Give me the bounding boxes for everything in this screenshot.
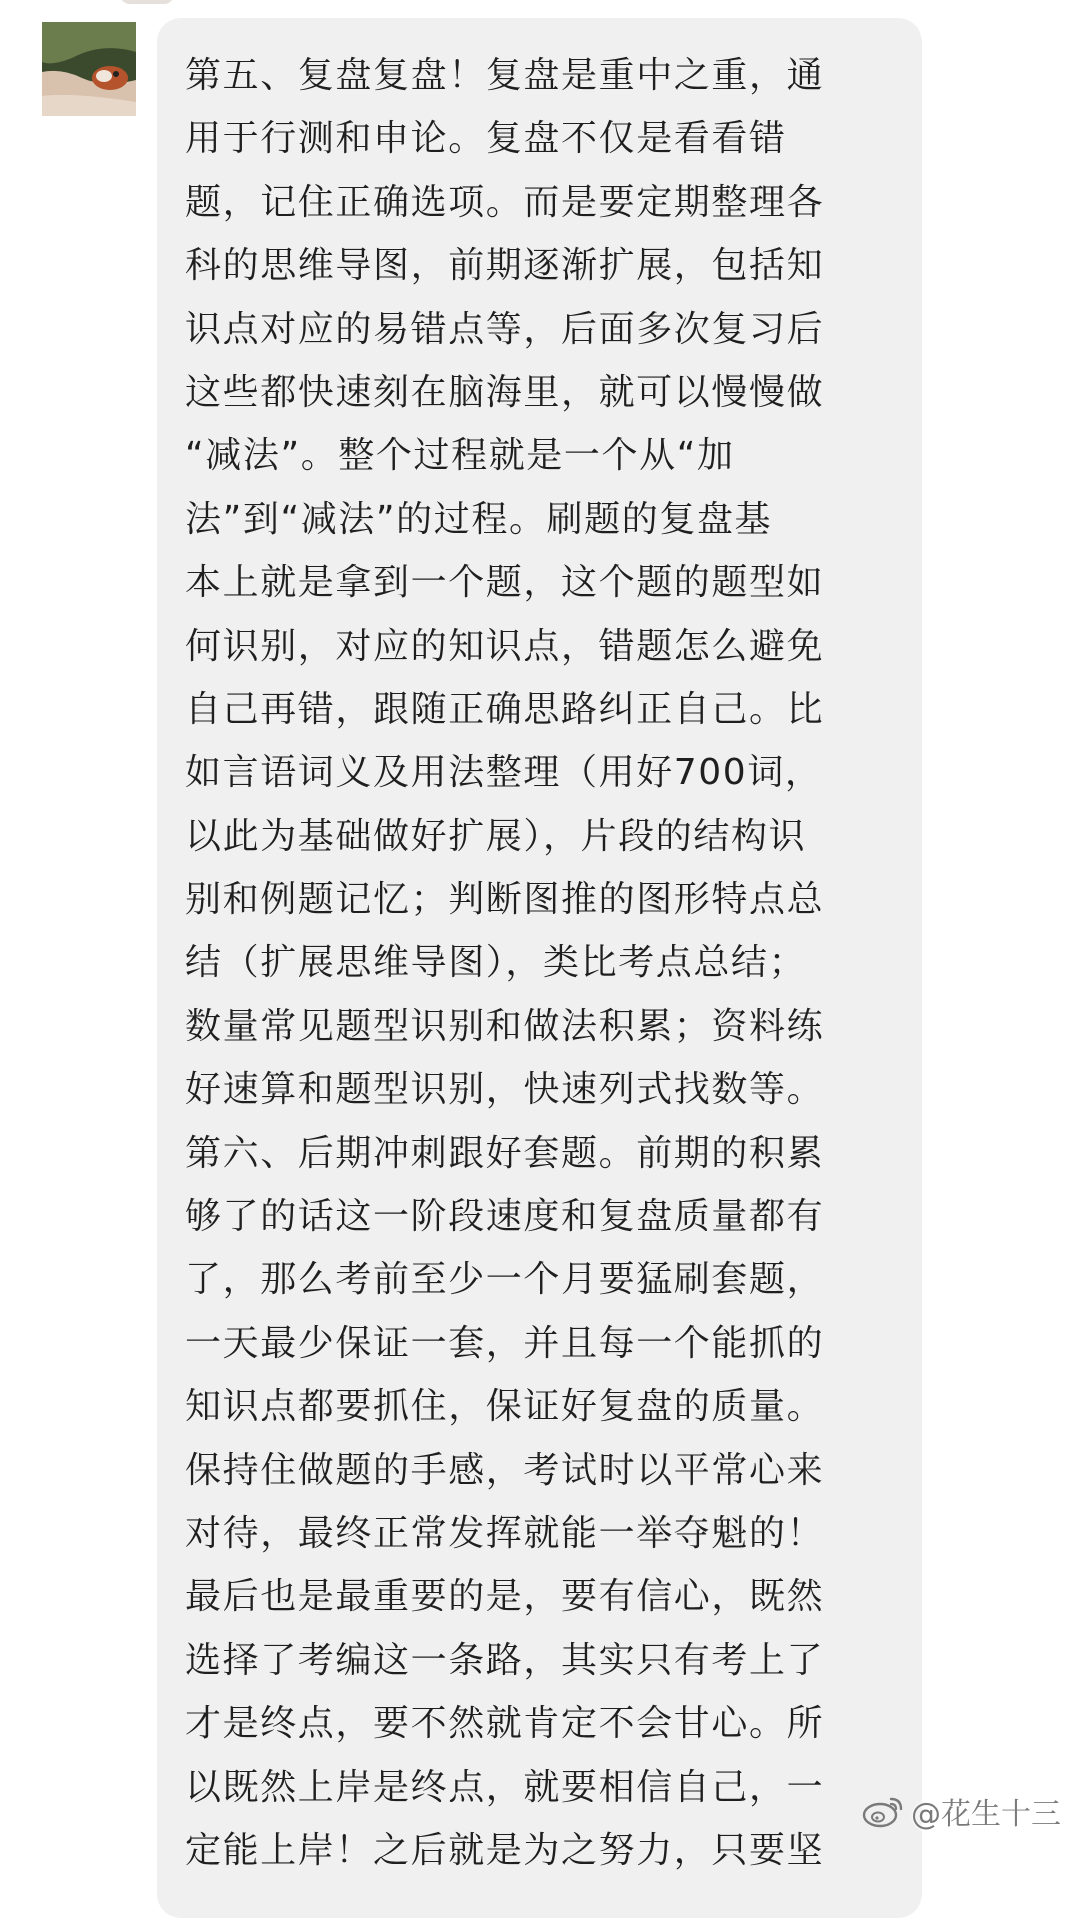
message-line: 第六、后期冲刺跟好套题。前期的积累	[185, 1132, 825, 1174]
message-line: 了，那么考前至少一个月要猛刷套题，	[185, 1259, 825, 1301]
message-line: 第五、复盘复盘！复盘是重中之重，通	[185, 55, 825, 96]
message-line: 自己再错，跟随正确思路纠正自己。比	[185, 688, 825, 730]
message-line: 最后也是最重要的是，要有信心，既然	[185, 1576, 825, 1618]
watermark-text: @花生十三	[911, 1797, 1061, 1832]
message-line: 才是终点，要不然就肯定不会甘心。所	[185, 1703, 825, 1745]
message-line: 好速算和题型识别，快速列式找数等。	[185, 1069, 825, 1111]
message-line: 以既然上岸是终点，就要相信自己，一	[185, 1766, 825, 1808]
previous-avatar-fragment	[120, 0, 174, 4]
watermark	[861, 1789, 1061, 1833]
message-line: 够了的话这一阶段速度和复盘质量都有	[185, 1196, 825, 1238]
avatar[interactable]	[42, 22, 136, 116]
message-line: 科的思维导图，前期逐渐扩展，包括知	[185, 245, 825, 287]
message-line: 别和例题记忆；判断图推的图形特点总	[185, 879, 825, 921]
message-line: 结（扩展思维导图），类比考点总结；	[185, 942, 807, 984]
message-text	[185, 44, 905, 1882]
message-line: “减法”。整个过程就是一个从“加	[185, 435, 735, 477]
message-line: 选择了考编这一条路，其实只有考上了	[185, 1639, 825, 1681]
message-line: 法”到“减法”的过程。刷题的复盘基	[185, 498, 773, 540]
avatar-image	[42, 22, 136, 116]
message-line: 数量常见题型识别和做法积累；资料练	[185, 1005, 825, 1047]
message-line: 如言语词义及用法整理（用好700词，	[185, 752, 823, 794]
message-line: 以此为基础做好扩展），片段的结构识	[185, 815, 807, 857]
message-line: 何识别，对应的知识点，错题怎么避免	[185, 625, 825, 667]
message-line: 保持住做题的手感，考试时以平常心来	[185, 1449, 825, 1491]
message-line: 一天最少保证一套，并且每一个能抓的	[185, 1322, 825, 1364]
message-line: 本上就是拿到一个题，这个题的题型如	[185, 562, 825, 604]
message-line: 识点对应的易错点等，后面多次复习后	[185, 308, 825, 350]
message-line: 题，记住正确选项。而是要定期整理各	[185, 181, 825, 223]
message-line: 对待，最终正常发挥就能一举夺魁的！	[185, 1512, 825, 1554]
weibo-icon	[861, 1793, 905, 1829]
message-line: 知识点都要抓住，保证好复盘的质量。	[185, 1386, 825, 1428]
message-line: 这些都快速刻在脑海里，就可以慢慢做	[185, 371, 825, 413]
message-line: 定能上岸！之后就是为之努力，只要坚	[185, 1829, 825, 1871]
message-line: 用于行测和申论。复盘不仅是看看错	[185, 118, 787, 160]
